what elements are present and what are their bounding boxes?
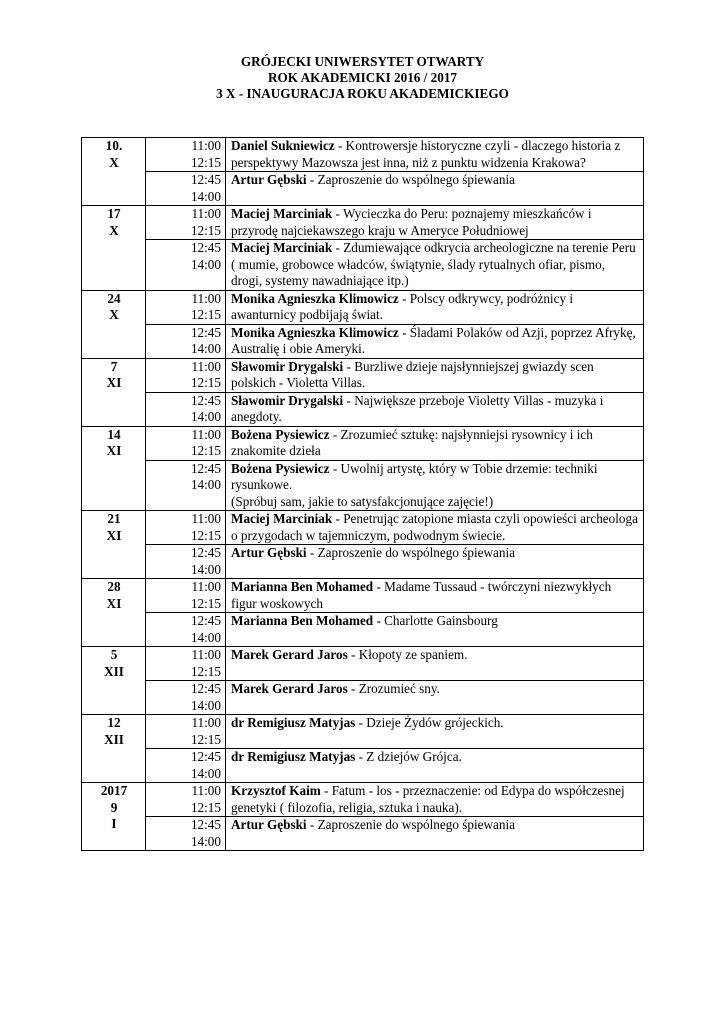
speaker-name: Sławomir Drygalski bbox=[231, 392, 344, 408]
speaker-name: Bożena Pysiewicz bbox=[231, 426, 330, 442]
schedule-table bbox=[81, 137, 644, 851]
schedule-row bbox=[82, 392, 644, 426]
time-start: 11:00 bbox=[191, 579, 221, 594]
lecture-topic: - Zrozumieć sztukę: najsłynniejsi rysownicy i ich znakomite dzieła bbox=[231, 426, 593, 458]
time-end: 14:00 bbox=[190, 188, 221, 204]
schedule-row bbox=[82, 681, 644, 715]
lecture-topic: - Największe przeboje Violetty Villas - muzyka i anegdoty. bbox=[231, 392, 604, 424]
date-cell bbox=[82, 426, 146, 511]
time-start: 11:00 bbox=[191, 783, 221, 798]
time-cell bbox=[146, 290, 226, 324]
lecture-cell bbox=[226, 138, 644, 172]
date-part: 21 bbox=[107, 511, 121, 526]
speaker-name: Monika Agnieszka Klimowicz bbox=[231, 324, 399, 340]
date-part: 2017 bbox=[100, 783, 128, 798]
time-cell bbox=[146, 817, 226, 851]
lecture-cell bbox=[226, 681, 644, 715]
time-end: 12:15 bbox=[190, 799, 221, 815]
lecture-cell bbox=[226, 426, 644, 460]
lecture-topic: - Zrozumieć sny. bbox=[347, 681, 440, 696]
date-part: 24 bbox=[107, 290, 121, 306]
date-part: X bbox=[109, 154, 119, 170]
date-part: X bbox=[109, 307, 119, 322]
speaker-name: Marianna Ben Mohamed bbox=[231, 613, 374, 628]
date-cell bbox=[82, 138, 146, 206]
time-end: 14:00 bbox=[190, 409, 221, 424]
time-start: 11:00 bbox=[191, 511, 221, 526]
lecture-cell bbox=[226, 172, 644, 206]
lecture-topic: - Kontrowersje historyczne czyli - dlaczego historia z perspektywy Mazowsza jest inna, niż z punktu widzenia Krakowa? bbox=[231, 138, 621, 170]
schedule-row bbox=[82, 545, 644, 579]
speaker-name: Sławomir Drygalski bbox=[231, 358, 344, 374]
lecture-topic: - Uwolnij artystę, który w Tobie drzemie: techniki rysunkowe. bbox=[231, 460, 598, 492]
lecture-topic: - Charlotte Gainsbourg bbox=[373, 613, 498, 628]
schedule-row bbox=[82, 749, 644, 783]
date-part: 12 bbox=[107, 715, 121, 730]
time-start: 12:45 bbox=[190, 817, 221, 832]
speaker-name: Marek Gerard Jaros bbox=[231, 681, 348, 696]
speaker-name: Artur Gębski bbox=[231, 172, 307, 187]
lecture-cell bbox=[226, 358, 644, 392]
date-cell bbox=[82, 358, 146, 426]
schedule-row bbox=[82, 138, 644, 172]
time-cell bbox=[146, 715, 226, 749]
time-end: 12:15 bbox=[190, 731, 221, 747]
schedule-row bbox=[82, 172, 644, 206]
date-cell bbox=[82, 647, 146, 715]
schedule-row bbox=[82, 817, 644, 851]
time-cell bbox=[146, 545, 226, 579]
lecture-cell bbox=[226, 324, 644, 358]
lecture-topic: - Wycieczka do Peru: poznajemy mieszkańców i przyrodę najciekawszego kraju w Ameryce Południowej bbox=[231, 206, 592, 238]
lecture-topic: - Kłopoty ze spaniem. bbox=[347, 647, 468, 662]
time-end: 12:15 bbox=[190, 527, 221, 543]
lecture-cell bbox=[226, 579, 644, 613]
schedule-row bbox=[82, 358, 644, 392]
university-title: GRÓJECKI UNIWERSYTET OTWARTY bbox=[240, 54, 485, 69]
academic-year: ROK AKADEMICKI 2016 / 2017 bbox=[267, 70, 458, 85]
speaker-name: Maciej Marciniak bbox=[231, 206, 333, 221]
lecture-topic: - Burzliwe dzieje najsłynniejszej gwiazdy scen polskich - Violetta Villas. bbox=[231, 358, 594, 390]
time-start: 12:45 bbox=[190, 460, 221, 476]
time-start: 12:45 bbox=[190, 749, 221, 764]
schedule-row bbox=[82, 647, 644, 681]
lecture-topic: - Z dziejów Grójca. bbox=[355, 749, 462, 764]
time-cell bbox=[146, 392, 226, 426]
speaker-name: Bożena Pysiewicz bbox=[231, 460, 330, 476]
lecture-topic: - Fatum - los - przeznaczenie: od Edypa do współczesnej genetyki ( filozofia, religia, sztuka i nauka). bbox=[231, 783, 625, 815]
date-cell bbox=[82, 579, 146, 647]
lecture-topic: - Penetrując zatopione miasta czyli opowieści archeologa o przygodach w tajemniczym, podwodnym świecie. bbox=[231, 511, 638, 543]
date-part: 7 bbox=[110, 358, 118, 374]
schedule-row bbox=[82, 324, 644, 358]
speaker-name: dr Remigiusz Matyjas bbox=[231, 749, 356, 764]
time-cell bbox=[146, 138, 226, 172]
date-part: XI bbox=[106, 527, 122, 543]
time-cell bbox=[146, 681, 226, 715]
time-start: 12:45 bbox=[190, 545, 221, 560]
lecture-note: (Spróbuj sam, jakie to satysfakcjonujące zajęcie!) bbox=[231, 493, 494, 509]
lecture-topic: - Śladami Polaków od Azji, poprzez Afrykę, Australię i obie Ameryki. bbox=[231, 324, 636, 356]
time-end: 12:15 bbox=[190, 307, 221, 322]
time-cell bbox=[146, 579, 226, 613]
speaker-name: Maciej Marciniak bbox=[231, 240, 333, 255]
lecture-topic: - Polscy odkrywcy, podróżnicy i awanturnicy podbijają świat. bbox=[231, 290, 573, 322]
lecture-cell bbox=[226, 783, 644, 817]
lecture-cell bbox=[226, 647, 644, 681]
time-cell bbox=[146, 324, 226, 358]
date-part: 17 bbox=[107, 206, 121, 221]
time-end: 14:00 bbox=[190, 697, 221, 713]
date-part: 5 bbox=[110, 647, 118, 662]
time-cell bbox=[146, 240, 226, 291]
date-part: XI bbox=[106, 375, 122, 390]
schedule-row bbox=[82, 240, 644, 291]
time-end: 12:15 bbox=[190, 663, 221, 679]
date-part: XI bbox=[106, 443, 122, 458]
schedule-row bbox=[82, 290, 644, 324]
time-start: 11:00 bbox=[191, 290, 221, 306]
time-start: 12:45 bbox=[190, 172, 221, 187]
time-start: 12:45 bbox=[190, 324, 221, 340]
time-end: 14:00 bbox=[190, 833, 221, 849]
schedule-row bbox=[82, 783, 644, 817]
date-cell bbox=[82, 511, 146, 579]
date-cell bbox=[82, 783, 146, 851]
document-header bbox=[0, 54, 725, 102]
time-cell bbox=[146, 749, 226, 783]
time-start: 12:45 bbox=[190, 613, 221, 628]
time-end: 14:00 bbox=[190, 256, 221, 272]
time-end: 12:15 bbox=[190, 443, 221, 458]
speaker-name: Marianna Ben Mohamed bbox=[231, 579, 374, 594]
time-cell bbox=[146, 613, 226, 647]
lecture-topic: - Madame Tussaud - twórczyni niezwykłych figur woskowych bbox=[231, 579, 612, 611]
time-cell bbox=[146, 460, 226, 511]
lecture-cell bbox=[226, 206, 644, 240]
schedule-row bbox=[82, 579, 644, 613]
date-cell bbox=[82, 715, 146, 783]
date-part: 14 bbox=[107, 426, 121, 442]
lecture-topic: - Zdumiewające odkrycia archeologiczne na terenie Peru ( mumie, grobowce władców, świątynie, ślady rytualnych ofiar, pismo, drogi, systemy nawadniające itp.) bbox=[231, 240, 636, 288]
lecture-cell bbox=[226, 392, 644, 426]
lecture-topic: - Zaproszenie do wspólnego śpiewania bbox=[306, 817, 515, 832]
date-part: XI bbox=[106, 595, 122, 611]
time-start: 11:00 bbox=[191, 647, 221, 662]
time-cell bbox=[146, 426, 226, 460]
date-part: I bbox=[111, 816, 117, 831]
schedule-row bbox=[82, 426, 644, 460]
schedule-row bbox=[82, 715, 644, 749]
schedule-row bbox=[82, 460, 644, 511]
lecture-cell bbox=[226, 749, 644, 783]
date-part: XII bbox=[104, 731, 124, 747]
time-end: 14:00 bbox=[190, 765, 221, 781]
time-end: 14:00 bbox=[190, 561, 221, 577]
time-end: 12:15 bbox=[190, 222, 221, 238]
time-start: 11:00 bbox=[191, 426, 221, 442]
date-part: XII bbox=[104, 663, 124, 679]
time-start: 11:00 bbox=[191, 358, 221, 374]
lecture-topic: - Zaproszenie do wspólnego śpiewania bbox=[306, 172, 515, 187]
time-cell bbox=[146, 511, 226, 545]
time-start: 11:00 bbox=[191, 138, 221, 153]
date-part: 9 bbox=[110, 799, 118, 815]
speaker-name: dr Remigiusz Matyjas bbox=[231, 715, 356, 730]
lecture-cell bbox=[226, 460, 644, 511]
speaker-name: Monika Agnieszka Klimowicz bbox=[231, 290, 399, 306]
lecture-topic: - Dzieje Żydów grójeckich. bbox=[355, 715, 504, 730]
lecture-cell bbox=[226, 817, 644, 851]
schedule-body bbox=[82, 138, 644, 851]
time-cell bbox=[146, 172, 226, 206]
time-end: 12:15 bbox=[190, 154, 221, 170]
speaker-name: Daniel Sukniewicz bbox=[231, 138, 335, 153]
schedule-row bbox=[82, 206, 644, 240]
speaker-name: Artur Gębski bbox=[231, 817, 307, 832]
date-part: 10. bbox=[105, 138, 123, 153]
time-start: 11:00 bbox=[191, 206, 221, 221]
schedule-row bbox=[82, 511, 644, 545]
time-end: 14:00 bbox=[190, 341, 221, 356]
lecture-cell bbox=[226, 715, 644, 749]
speaker-name: Maciej Marciniak bbox=[231, 511, 333, 526]
date-part: X bbox=[109, 222, 119, 238]
lecture-cell bbox=[226, 613, 644, 647]
time-start: 12:45 bbox=[190, 392, 221, 408]
speaker-name: Artur Gębski bbox=[231, 545, 307, 560]
date-cell bbox=[82, 290, 146, 358]
speaker-name: Marek Gerard Jaros bbox=[231, 647, 348, 662]
speaker-name: Krzysztof Kaim bbox=[231, 783, 321, 798]
time-cell bbox=[146, 783, 226, 817]
time-start: 11:00 bbox=[191, 715, 221, 730]
time-cell bbox=[146, 358, 226, 392]
time-end: 14:00 bbox=[190, 629, 221, 645]
lecture-cell bbox=[226, 545, 644, 579]
date-cell bbox=[82, 206, 146, 291]
time-start: 12:45 bbox=[190, 240, 221, 255]
time-cell bbox=[146, 206, 226, 240]
schedule-row bbox=[82, 613, 644, 647]
time-end: 12:15 bbox=[190, 595, 221, 611]
inauguration-line: 3 X - INAUGURACJA ROKU AKADEMICKIEGO bbox=[216, 86, 509, 101]
time-end: 14:00 bbox=[190, 477, 221, 492]
time-start: 12:45 bbox=[190, 681, 221, 696]
lecture-cell bbox=[226, 290, 644, 324]
lecture-cell bbox=[226, 240, 644, 291]
lecture-topic: - Zaproszenie do wspólnego śpiewania bbox=[306, 545, 515, 560]
time-cell bbox=[146, 647, 226, 681]
time-end: 12:15 bbox=[190, 375, 221, 390]
date-part: 28 bbox=[107, 579, 121, 594]
lecture-cell bbox=[226, 511, 644, 545]
